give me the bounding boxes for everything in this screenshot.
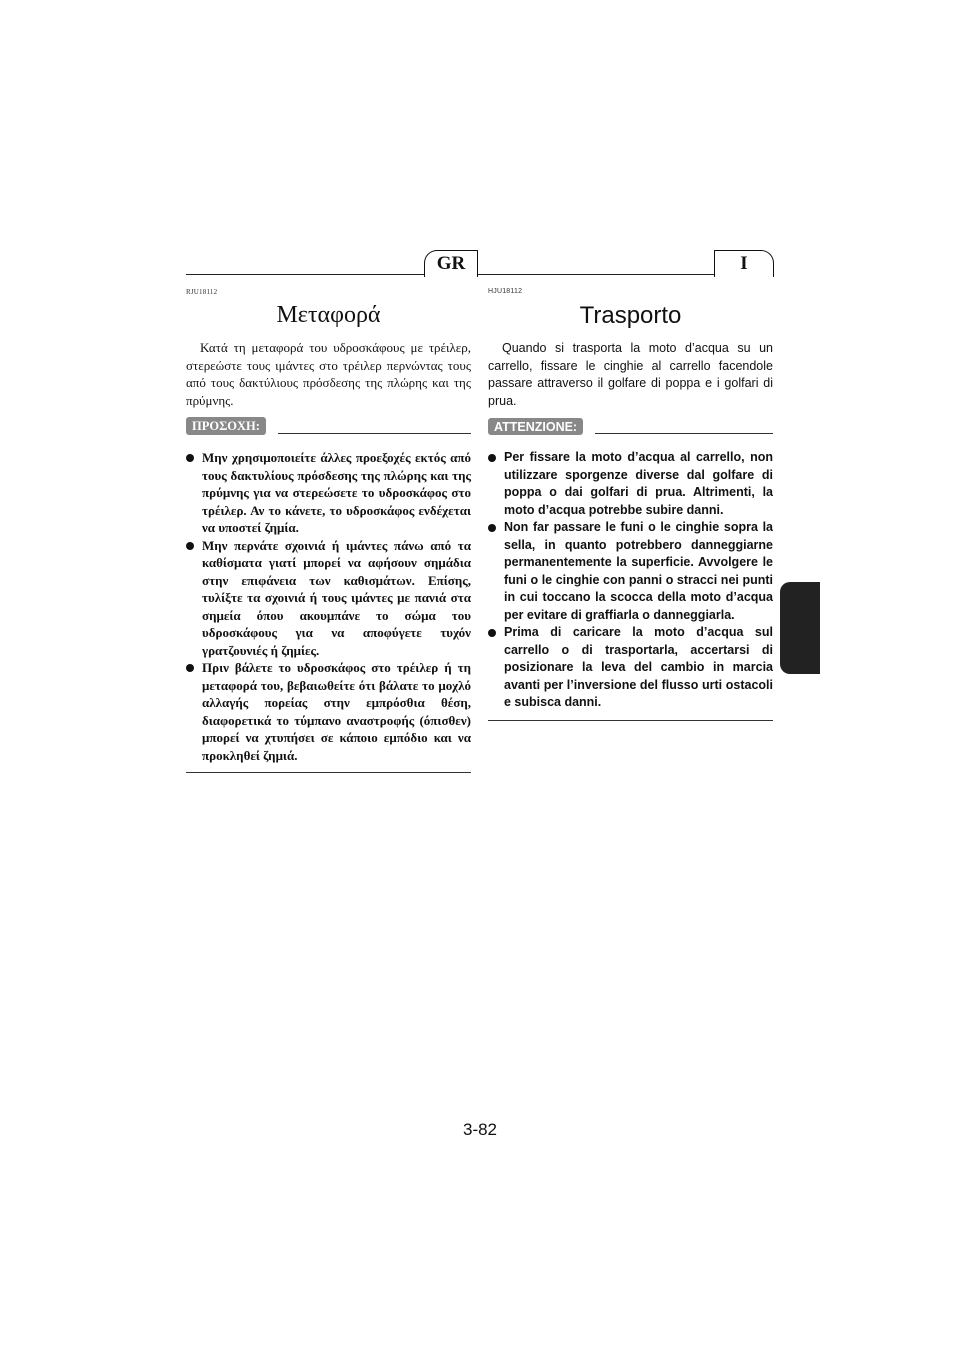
caution-header-italian [488,418,773,435]
section-title-italian: Trasporto [579,302,682,329]
list-item: Πριν βάλετε το υδροσκάφος στο τρέιλερ ή τη μεταφορά του, βεβαιωθείτε ότι βάλατε το μοχλό αλλαγής πορείας στην εμπρόσθια θέση, διαφορετικά το τύμπανο αναστροφής (όπισθεν) μπορεί να χτυπήσει σε κάποιο εμπόδιο και να προκληθεί ζημιά. [186,659,471,764]
bullet-icon [186,454,194,462]
list-item: Per fissare la moto d’acqua al carrello, non utilizzare sporgenze diverse dal golfare di poppa o dai golfari di prua. Altrimenti, la moto d’acqua potrebbe subire danni. [488,449,773,519]
bullet-icon [488,629,496,637]
section-code-italian: HJU18112 [488,288,523,295]
caution-list-italian [488,449,773,712]
caution-end-rule [186,772,471,773]
caution-list-greek [186,449,471,764]
body-text-greek: Κατά τη μεταφορά του υδροσκάφους με τρέιλερ, στερεώστε τους ιμάντες στο τρέιλερ περνώντας τους από τους δακτύλιους πρόσδεσης της πλώρης και της πρύμνης. [186,340,471,408]
bullet-icon [488,454,496,462]
header-rule [186,274,774,275]
caution-label-greek: ΠΡΟΣΟΧΗ: [186,417,266,435]
caution-label-italian: ATTENZIONE: [488,418,583,435]
page-number: 3-82 [462,1120,498,1139]
list-item: Μην περνάτε σχοινιά ή ιμάντες πάνω από τα καθίσματα γιατί μπορεί να αφήσουν σημάδια στην επιφάνεια των καθισμάτων. Επίσης, τυλίξτε τα σχοινιά ή τους ιμάντες με πανιά στα σημεία όπου ακουμπάνε το σώμα του υδροσκάφους για να αποφύγετε τυχόν γρατζουνιές ή ζημίες. [186,537,471,660]
section-code-greek: RJU18112 [186,288,218,296]
chapter-tab [780,582,820,674]
language-tab-italian: I [714,250,774,277]
caution-rule [278,433,471,434]
italian-column [488,288,773,721]
greek-column [186,288,471,773]
bullet-icon [186,542,194,550]
list-item: Non far passare le funi o le cinghie sopra la sella, in quanto potrebbero danneggiarne permanentemente la superficie. Avvolgere le funi o le cinghie con panni o stracci nei punti in cui toccano la scocca della moto d’acqua per evitare di graffiarla o danneggiarla. [488,519,773,624]
bullet-icon [488,524,496,532]
bullet-icon [186,664,194,672]
caution-header-greek [186,417,471,435]
list-item: Μην χρησιμοποιείτε άλλες προεξοχές εκτός από τους δακτυλίους πρόσδεσης της πλώρης και της πρύμνης για να στερεώσετε το υδροσκάφος στο τρέιλερ. Αν το κάνετε, το υδροσκάφος ενδέχεται να υποστεί ζημία. [186,449,471,537]
list-item: Prima di caricare la moto d’acqua sul carrello o di trasportarla, accertarsi di posizionare la leva del cambio in marcia avanti per l’inversione del flusso urti ostacoli e subisca danni. [488,624,773,712]
caution-end-rule [488,720,773,721]
caution-rule [595,433,773,434]
language-tab-greek: GR [424,250,478,277]
section-title-greek: Μεταφορά [276,302,381,328]
body-text-italian: Quando si trasporta la moto d’acqua su un carrello, fissare le cinghie al carrello facendole passare attraverso il golfare di poppa e i golfari di prua. [488,341,773,408]
